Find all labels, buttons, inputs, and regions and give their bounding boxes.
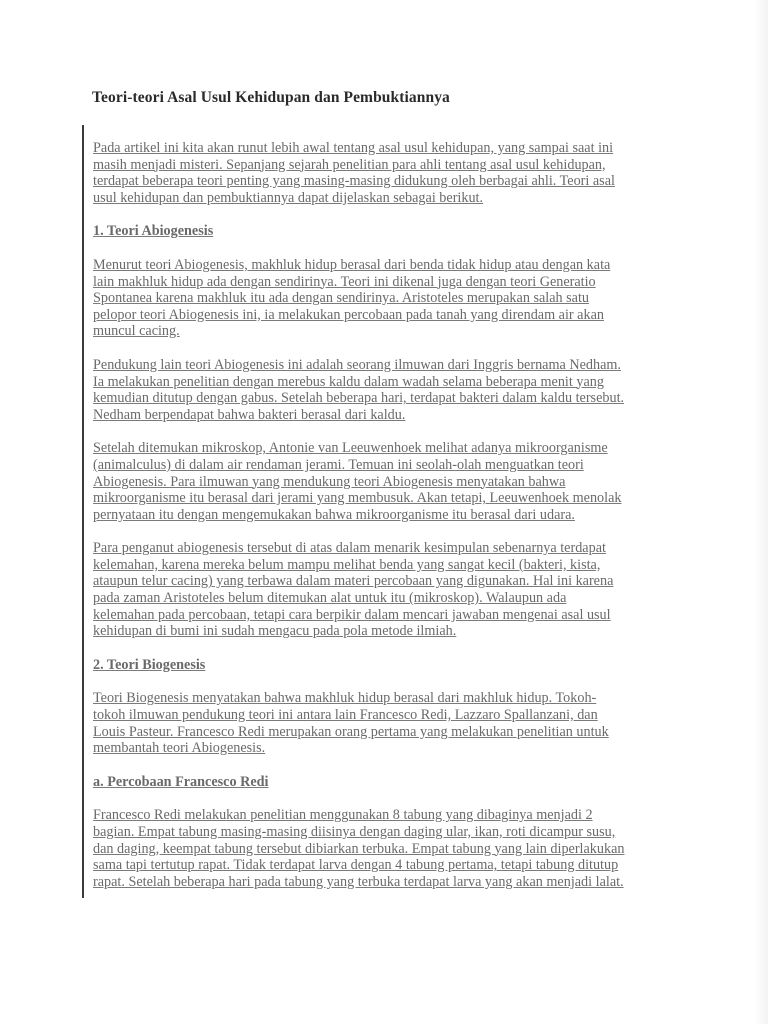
intro-line: masih menjadi misteri. Sepanjang sejarah penelitian para ahli tentang asal usul kehidupan, [93,156,606,173]
section-heading-biogenesis [93,657,683,674]
abiogenesis-paragraph-4 [93,540,683,640]
text-line: tokoh ilmuwan pendukung teori ini antara lain Francesco Redi, Lazzaro Spallanzani, dan [93,707,598,724]
text-line: pelopor teori Abiogenesis ini, ia melakukan percobaan pada tanah yang direndam air akan [93,306,604,323]
document-body [93,140,683,907]
biogenesis-paragraph-1 [93,690,683,756]
intro-line: terdapat beberapa teori penting yang masing-masing didukung oleh berbagai ahli. Teori asal [93,173,615,190]
text-line: pada zaman Aristoteles belum ditemukan alat untuk itu (mikroskop). Walaupun ada [93,590,567,607]
text-line: kelemahan, karena mereka belum mampu melihat benda yang sangat kecil (bakteri, kista, [93,556,601,573]
intro-line: usul kehidupan dan pembuktiannya dapat dijelaskan sebagai berikut. [93,189,484,206]
text-line: kelemahan pada percobaan, tetapi cara berpikir dalam mencari jawaban mengenai asal usul [93,606,611,623]
text-line: membantah teori Abiogenesis. [93,740,266,757]
text-line: Abiogenesis. Para ilmuwan yang mendukung teori Abiogenesis menyatakan bahwa [93,473,566,490]
section-heading-text: 2. Teori Biogenesis [93,656,206,673]
text-line: muncul cacing. [93,323,180,340]
subheading-redi-experiment [93,774,683,791]
redi-paragraph [93,807,683,890]
text-line: ataupun telur cacing) yang terbawa dalam materi percobaan yang digunakan. Hal ini karena [93,573,614,590]
text-line: dan daging, keempat tabung tersebut dibiarkan terbuka. Empat tabung yang lain diperlakukan [93,840,625,857]
abiogenesis-paragraph-1 [93,257,683,340]
text-line: rapat. Setelah beberapa hari pada tabung yang terbuka terdapat larva yang akan menjadi lalat. [93,873,624,890]
intro-paragraph [93,140,683,206]
abiogenesis-paragraph-3 [93,440,683,523]
text-line: mikroorganisme itu berasal dari jerami yang membusuk. Akan tetapi, Leeuwenhoek menolak [93,490,622,507]
text-line: Teori Biogenesis menyatakan bahwa makhluk hidup berasal dari makhluk hidup. Tokoh- [93,690,597,707]
text-line: Spontanea karena makhluk itu ada dengan sendirinya. Aristoteles merupakan salah satu [93,290,590,307]
text-line: Pendukung lain teori Abiogenesis ini adalah seorang ilmuwan dari Inggris bernama Nedham. [93,356,621,373]
subheading-text: a. Percobaan Francesco Redi [93,773,269,790]
text-line: (animalculus) di dalam air rendaman jerami. Temuan ini seolah-olah menguatkan teori [93,456,584,473]
section-heading-abiogenesis [93,223,683,240]
text-line: bagian. Empat tabung masing-masing diisinya dengan daging ular, ikan, roti dicampur susu, [93,824,616,840]
document-title: Teori-teori Asal Usul Kehidupan dan Pembuktiannya [92,89,450,106]
text-line: Para penganut abiogenesis tersebut di atas dalam menarik kesimpulan sebenarnya terdapat [93,540,606,557]
text-line: Nedham berpendapat bahwa bakteri berasal dari kaldu. [93,406,406,423]
abiogenesis-paragraph-2 [93,357,683,423]
intro-line: Pada artikel ini kita akan runut lebih awal tentang asal usul kehidupan, yang sampai saat ini [93,140,614,156]
text-line: kemudian ditutup dengan gabus. Setelah beberapa hari, terdapat bakteri dalam kaldu tersebut. [93,390,625,407]
text-line: Louis Pasteur. Francesco Redi merupakan orang pertama yang melakukan penelitian untuk [93,723,609,740]
left-margin-rule [82,125,84,898]
text-line: lain makhluk hidup ada dengan sendirinya. Teori ini dikenal juga dengan teori Generatio [93,273,596,290]
text-line: Francesco Redi melakukan penelitian menggunakan 8 tabung yang dibaginya menjadi 2 [93,807,593,824]
text-line: sama tapi tertutup rapat. Tidak terdapat larva dengan 4 tabung pertama, tetapi tabung ditutup [93,857,619,874]
text-line: Ia melakukan penelitian dengan merebus kaldu dalam wadah selama beberapa menit yang [93,373,604,390]
page-edge-shadow [754,0,768,1024]
text-line: kehidupan di bumi ini sudah mengacu pada pola metode ilmiah. [93,623,457,640]
section-heading-text: 1. Teori Abiogenesis [93,223,214,240]
text-line: Menurut teori Abiogenesis, makhluk hidup berasal dari benda tidak hidup atau dengan kata [93,256,611,273]
text-line: pernyataan itu dengan mengemukakan bahwa mikroorganisme itu berasal dari udara. [93,506,575,523]
text-line: Setelah ditemukan mikroskop, Antonie van Leeuwenhoek melihat adanya mikroorganisme [93,440,608,457]
